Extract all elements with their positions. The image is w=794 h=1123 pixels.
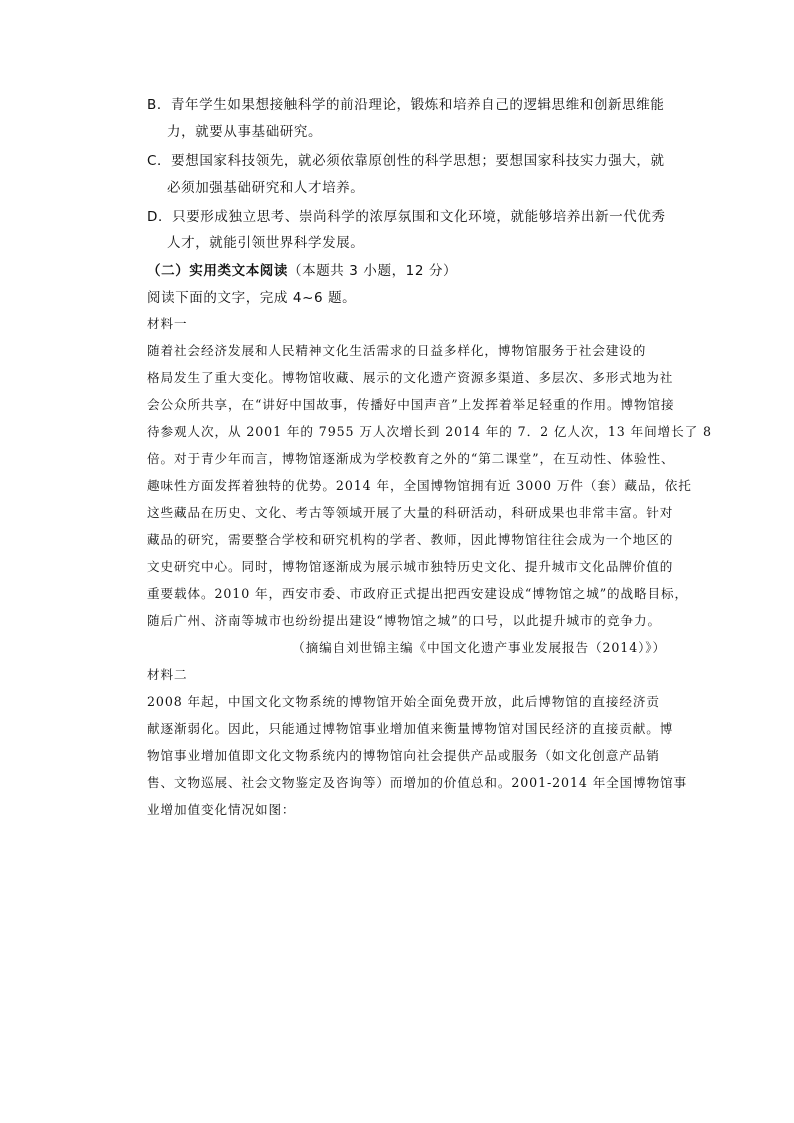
material1-line-1: 随着社会经济发展和人民精神文化生活需求的日益多样化，博物馆服务于社会建设的 [147,343,647,358]
section-heading [147,261,457,281]
material1-label: 材料一 [147,316,188,331]
option-b-line-1: B．青年学生如果想接触科学的前沿理论，锻炼和培养自己的逻辑思维和创新思维能 [147,97,665,113]
material1-line-8: 藏品的研究，需要整合学校和研究机构的学者、教师，因此博物馆往往会成为一个地区的 [147,532,674,547]
material2-line-3: 物馆事业增加值即文化文物系统内的博物馆向社会提供产品或服务（如文化创意产品销 [147,748,660,763]
section-note: （本题共 3 小题，12 分） [288,263,458,279]
material2-line-5: 业增加值变化情况如图： [147,802,296,817]
material2-line-2: 献逐渐弱化。因此，只能通过博物馆事业增加值来衡量博物馆对国民经济的直接贡献。博 [147,721,674,736]
option-d-line-1: D．只要形成独立思考、崇尚科学的浓厚氛围和文化环境，就能够培养出新一代优秀 [147,209,666,225]
material2-line-4: 售、文物巡展、社会文物鉴定及咨询等）而增加的价值总和。2001-2014 年全国博物馆事 [147,775,688,790]
material1-line-2: 格局发生了重大变化。博物馆收藏、展示的文化遗产资源多渠道、多层次、多形式地为社 [147,370,674,385]
section-instruction: 阅读下面的文字，完成 4~6 题。 [147,290,357,306]
material1-source: （摘编自刘世锦主编《中国文化遗产事业发展报告（2014）》） [292,640,666,655]
material1-line-11: 随后广州、济南等城市也纷纷提出建设“博物馆之城”的口号，以此提升城市的竞争力。 [147,613,661,628]
option-c-line-1: C．要想国家科技领先，就必须依靠原创性的科学思想；要想国家科技实力强大，就 [147,153,665,169]
material1-line-5: 倍。对于青少年而言，博物馆逐渐成为学校教育之外的“第二课堂”，在互动性、体验性、 [147,451,675,466]
option-d-line-2: 人才，就能引领世界科学发展。 [167,235,365,251]
material1-line-6: 趣味性方面发挥着独特的优势。2014 年，全国博物馆拥有近 3000 万件（套）藏品，依托 [147,478,692,493]
material1-line-7: 这些藏品在历史、文化、考古等领域开展了大量的科研活动，科研成果也非常丰富。针对 [147,505,674,520]
material2-label: 材料二 [147,667,188,682]
material1-line-4: 待参观人次，从 2001 年的 7955 万人次增长到 2014 年的 7．2 亿人次，13 年间增长了 8 [147,424,712,439]
option-b-line-2: 力，就要从事基础研究。 [167,124,323,140]
material2-line-1: 2008 年起，中国文化文物系统的博物馆开始全面免费开放，此后博物馆的直接经济贡 [147,694,660,709]
material1-line-9: 文史研究中心。同时，博物馆逐渐成为展示城市独特历史文化、提升城市文化品牌价值的 [147,559,674,574]
material1-line-10: 重要载体。2010 年，西安市委、市政府正式提出把西安建设成“博物馆之城”的战略目标， [147,586,689,601]
option-c-line-2: 必须加强基础研究和人才培养。 [167,180,365,196]
section-title: （二）实用类文本阅读 [147,263,288,279]
material1-line-3: 会公众所共享，在“讲好中国故事，传播好中国声音”上发挥着举足轻重的作用。博物馆接 [147,397,675,412]
